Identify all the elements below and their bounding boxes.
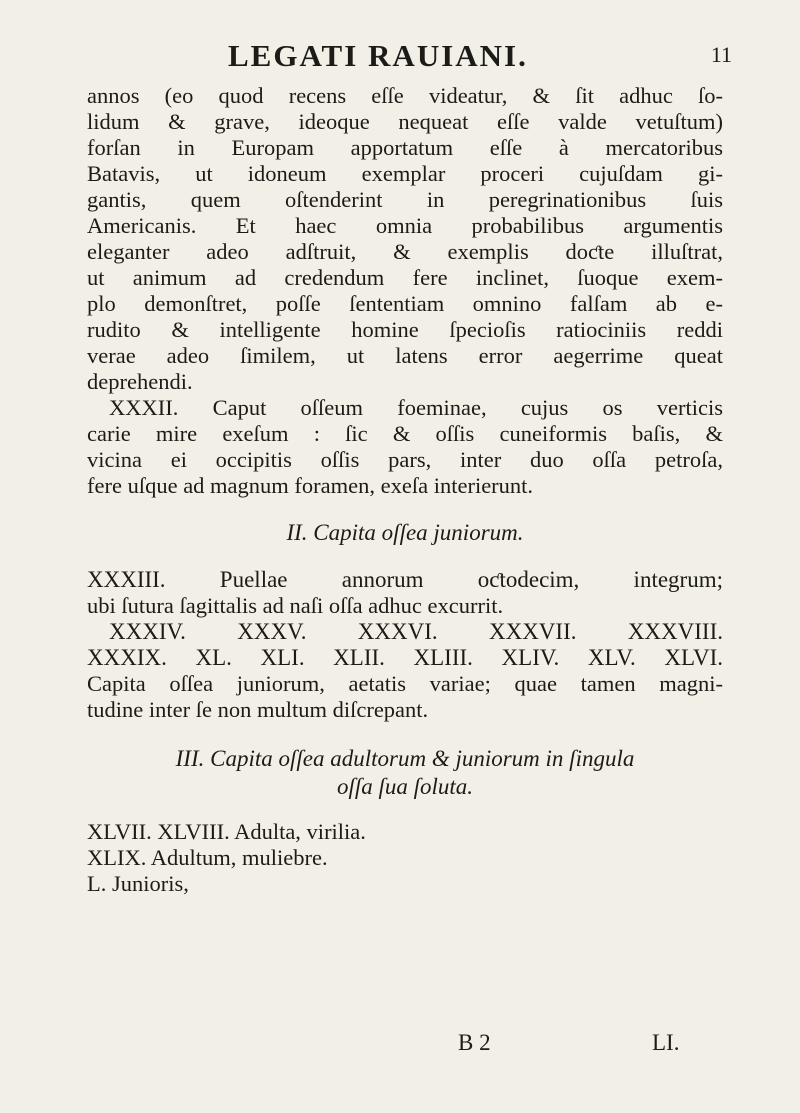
body-text (87, 83, 723, 897)
text-line: verae adeo ſimilem, ut latens error aegerrime queat (87, 343, 723, 368)
section-heading-line: III. Capita oſſea adultorum & juniorum in ſingula (175, 746, 635, 771)
text-line: Americanis. Et haec omnia probabilibus argumentis (87, 213, 723, 238)
text-line: rudito & intelligente homine ſpecioſis ratiociniis reddi (87, 317, 723, 342)
paragraph-2 (87, 395, 723, 499)
text-line: tudine inter ſe non multum diſcrepant. (87, 697, 429, 722)
page-footer (0, 1030, 800, 1060)
text-line: XXXIII. Puellae annorum oƈtodecim, integrum; (87, 567, 723, 592)
text-line: carie mire exeſum : ſic & oſſis cuneiformis baſis, & (87, 421, 723, 446)
section-heading-ii: II. Capita oſſea juniorum. (286, 520, 524, 545)
paragraph-4 (87, 819, 723, 897)
text-line: XLIX. Adultum, muliebre. (87, 845, 328, 870)
text-line: Capita oſſea juniorum, aetatis variae; quae tamen magni- (87, 671, 723, 696)
text-line: XXXII. Caput oſſeum foeminae, cujus os verticis (109, 395, 723, 420)
signature-mark: B 2 (458, 1030, 491, 1055)
text-line: L. Junioris, (87, 871, 189, 896)
text-line: fere uſque ad magnum foramen, exeſa interierunt. (87, 473, 534, 498)
catchword: LI. (652, 1030, 680, 1055)
text-line: XXXIV. XXXV. XXXVI. XXXVII. XXXVIII. (109, 619, 723, 644)
text-line: ubi ſutura ſagittalis ad naſi oſſa adhuc excurrit. (87, 593, 504, 618)
text-line: gantis, quem oſtenderint in peregrinationibus ſuis (87, 187, 723, 212)
text-line: Batavis, ut idoneum exemplar proceri cujuſdam gi- (87, 161, 723, 186)
text-line: forſan in Europam apportatum eſſe à mercatoribus (87, 135, 723, 160)
page-number: 11 (710, 42, 732, 67)
running-head: LEGATI RAUIANI. (228, 38, 528, 73)
text-line: plo demonſtret, poſſe ſententiam omnino falſam ab e- (87, 291, 723, 316)
text-line: XLVII. XLVIII. Adulta, virilia. (87, 819, 366, 844)
text-line: XXXIX. XL. XLI. XLII. XLIII. XLIV. XLV. XLVI. (87, 645, 723, 670)
paragraph-3 (87, 567, 723, 723)
paragraph-1 (87, 83, 723, 395)
section-heading-line: oſſa ſua ſoluta. (336, 774, 474, 799)
text-line: ut animum ad credendum fere inclinet, ſuoque exem- (87, 265, 723, 290)
section-heading-iii (87, 745, 723, 801)
text-line: deprehendi. (87, 369, 193, 394)
text-line: vicina ei occipitis oſſis pars, inter duo oſſa petroſa, (87, 447, 723, 472)
page-header (0, 38, 800, 78)
text-line: eleganter adeo adſtruit, & exemplis doƈte illuſtrat, (87, 239, 723, 264)
text-line: lidum & grave, ideoque nequeat eſſe valde vetuſtum) (87, 109, 723, 134)
text-line: annos (eo quod recens eſſe videatur, & ſit adhuc ſo- (87, 83, 723, 108)
